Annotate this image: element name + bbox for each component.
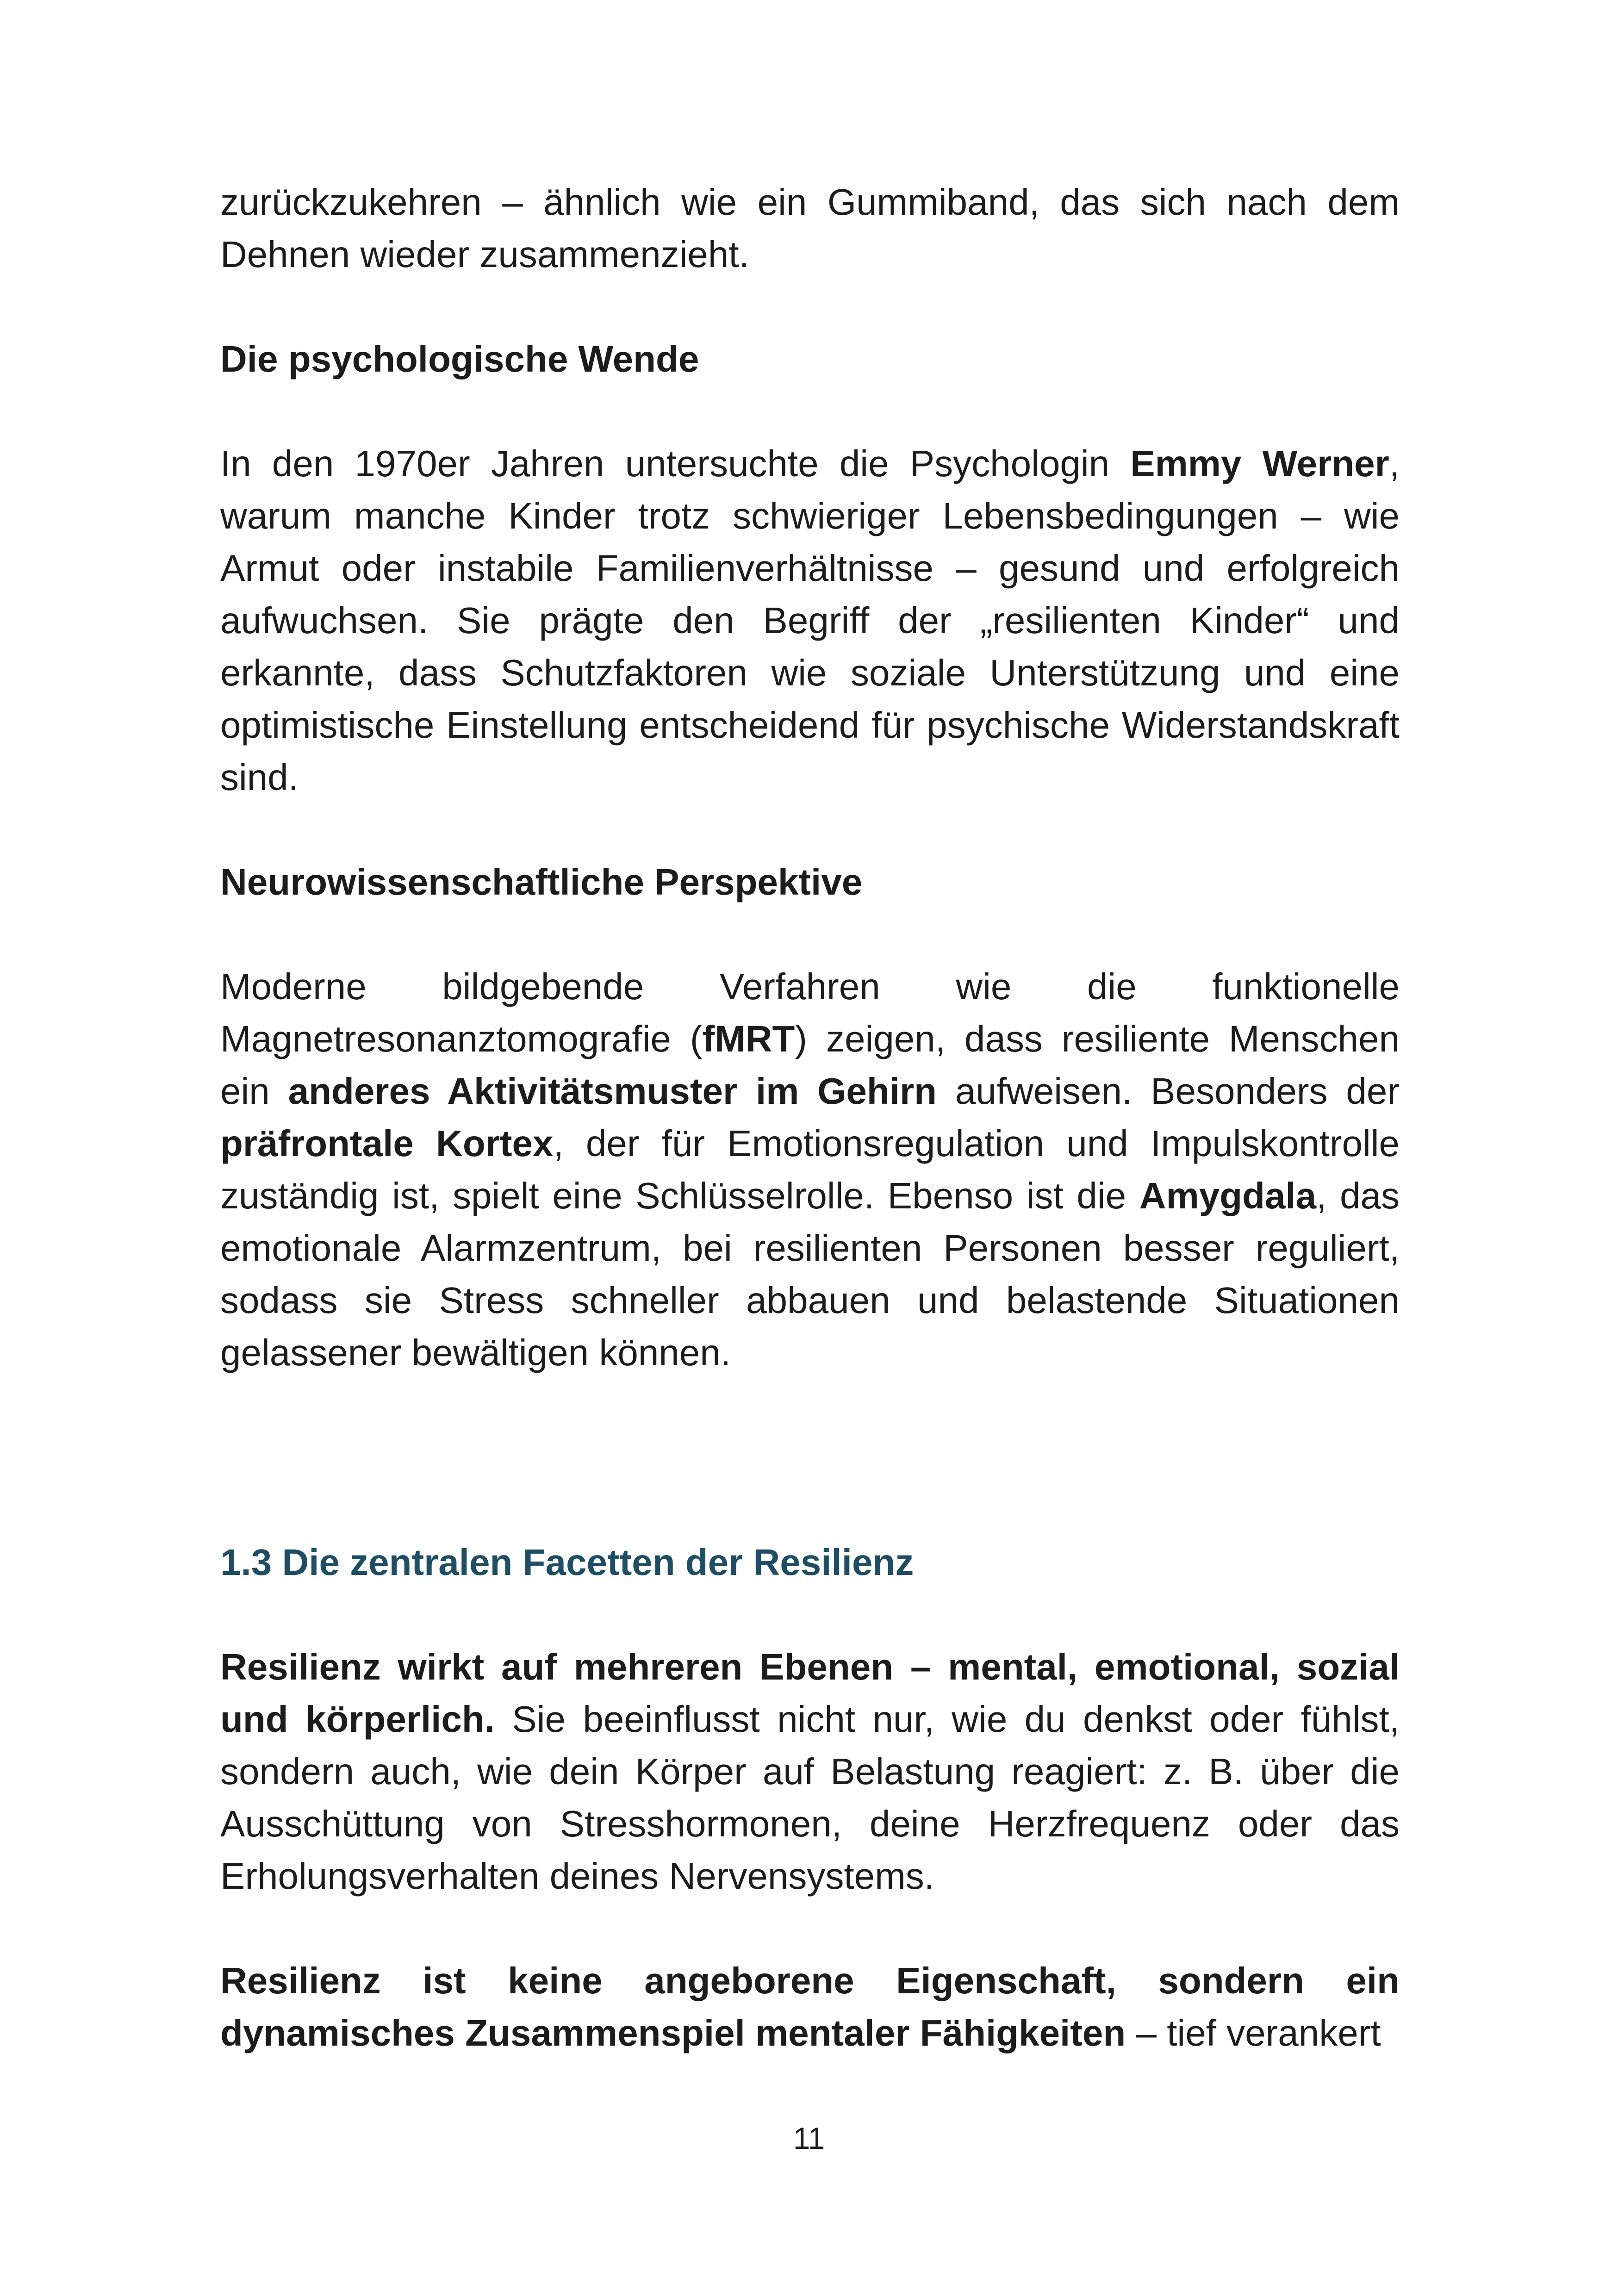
paragraph-intro <box>220 176 1400 280</box>
subheading-psychologische-wende: Die psychologische Wende <box>220 338 699 380</box>
paragraph-text: aufweisen. Besonders der <box>936 1070 1400 1112</box>
bold-term: fMRT <box>702 1018 795 1059</box>
bold-name: Emmy Werner <box>1130 443 1389 484</box>
bold-lead: Resilienz wirkt auf mehreren Ebenen – mental, emotional, sozial und körperlich. <box>220 1646 1400 1740</box>
paragraph-text: In den 1970er Jahren untersuchte die Psychologin <box>220 443 1131 484</box>
subheading-neurowissenschaft: Neurowissenschaftliche Perspektive <box>220 861 863 902</box>
bold-term: Amygdala <box>1139 1175 1317 1216</box>
bold-term: präfrontale Kortex <box>220 1123 554 1164</box>
paragraph-emmy-werner <box>220 437 1400 803</box>
paragraph-text: , das emotionale Alarmzentrum, bei resilienten Personen besser reguliert, sodass sie Stress schneller abbauen und belastende Situationen gelassener bewältigen können. <box>220 1175 1400 1373</box>
bold-lead: Resilienz ist keine angeborene Eigenschaft, sondern ein dynamisches Zusammenspiel mentaler Fähigkeiten <box>220 1960 1400 2053</box>
paragraph-text: ) zeigen, dass resiliente Menschen ein <box>220 1018 1400 1112</box>
page-body <box>220 176 1400 2059</box>
paragraph-text: , warum manche Kinder trotz schwieriger Lebensbedingungen – wie Armut oder instabile Familienverhältnisse – gesund und erfolgreich aufwuchsen. Sie prägte den Begriff der „resilienten Kinder“ und erkannte, dass Schutzfaktoren wie soziale Unterstützung und eine optimistische Einstellung entscheidend für psychische Widerstandskraft sind. <box>220 443 1400 798</box>
section-title: 1.3 Die zentralen Facetten der Resilienz <box>220 1542 914 1583</box>
paragraph-text: Moderne bildgebende Verfahren wie die funktionelle Magnetresonanztomografie ( <box>220 966 1400 1059</box>
paragraph-neuro <box>220 960 1400 1379</box>
paragraph-text: zurückzukehren – ähnlich wie ein Gummiband, das sich nach dem Dehnen wieder zusammenzieht. <box>220 181 1400 275</box>
paragraph-ebenen <box>220 1641 1400 1902</box>
paragraph-dynamik <box>220 1954 1400 2059</box>
paragraph-text: – tief verankert <box>1126 2012 1381 2053</box>
paragraph-text: , der für Emotionsregulation und Impulskontrolle zuständig ist, spielt eine Schlüsselrolle. Ebenso ist die <box>220 1123 1400 1216</box>
page-number: 11 <box>793 2121 825 2155</box>
bold-term: anderes Aktivitätsmuster im Gehirn <box>288 1070 937 1112</box>
paragraph-text: Sie beeinflusst nicht nur, wie du denkst oder fühlst, sondern auch, wie dein Körper auf Belastung reagiert: z. B. über die Ausschüttung von Stresshormonen, deine Herzfrequenz oder das Erholungsverhalten deines Nervensystems. <box>220 1699 1400 1897</box>
